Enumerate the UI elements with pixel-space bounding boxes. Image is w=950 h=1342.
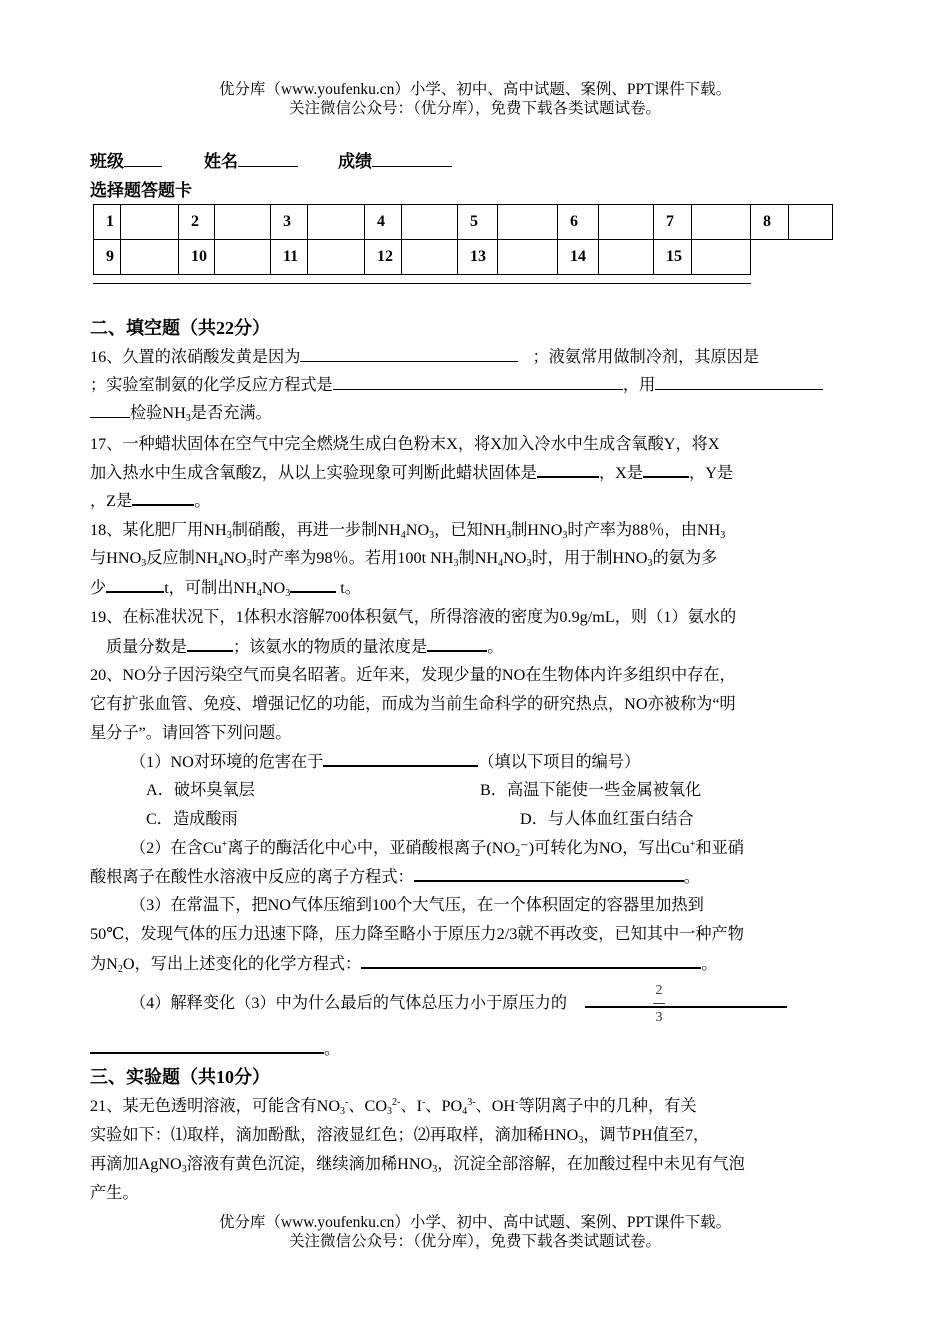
q20-part-3-line-2: 50℃，发现气体的压力迅速下降，压力降至略小于原压力2/3就不再改变，已知其中一种产物 <box>90 925 744 943</box>
q16-line-3: 检验$NH_3$是否充满。 <box>90 399 272 427</box>
q-number-6: 6 <box>558 205 599 240</box>
q20-part-3-line-1: （3）在常温下，把NO气体压缩到100个大气压，在一个体积固定的容器里加热到 <box>130 896 704 914</box>
score-label: 成绩 <box>338 152 372 171</box>
class-label: 班级 <box>90 152 124 171</box>
fraction-numerator: 2 <box>655 983 663 998</box>
q-number-7: 7 <box>654 205 692 240</box>
q17-line-3: ，Z是 。 <box>90 486 210 515</box>
q18-line-1: 18、某化肥厂用$NH_3$制硝酸，再进一步制$NH_4NO_3$，已知$NH_3$制$HNO_3$时产率为88％，由$NH_3$ <box>90 521 726 541</box>
answer-cell[interactable] <box>692 205 751 240</box>
q-number-15: 15 <box>654 240 692 275</box>
header-line-1: 优分库（www.youfenku.cn）小学、初中、高中试题、案例、PPT课件下载。 <box>218 81 732 98</box>
answer-cell[interactable] <box>599 205 654 240</box>
answer-cell[interactable] <box>121 205 179 240</box>
q21-line-2: 实验如下：⑴取样，滴加酚酞，溶液显红色；⑵再取样，滴加稀$HNO_3$，调节PH值至7， <box>90 1126 710 1146</box>
q20-option-a: A．破坏臭氧层 <box>146 781 255 799</box>
header-line-2: 关注微信公众号：（优分库），免费下载各类试题试卷。 <box>288 100 661 117</box>
q17-blank-2[interactable] <box>643 458 689 478</box>
answer-row-2 <box>94 240 833 275</box>
answer-cell[interactable] <box>402 205 458 240</box>
footer-line-1: 优分库（www.youfenku.cn）小学、初中、高中试题、案例、PPT课件下载。 <box>218 1214 732 1231</box>
q20-blank-4[interactable] <box>585 988 787 1008</box>
section-2-title: 二、填空题（共22分） <box>90 318 270 338</box>
q19-line-1: 19、在标准状况下，1体积水溶解700体积氨气，所得溶液的密度为0.9g/mL，则（1）氨水的 <box>90 608 737 626</box>
q-number-3: 3 <box>271 205 308 240</box>
answer-cell[interactable] <box>692 240 751 275</box>
q-number-2: 2 <box>179 205 215 240</box>
fraction-bar <box>653 1003 665 1004</box>
answer-cell[interactable] <box>599 240 654 275</box>
q17-blank-3[interactable] <box>132 486 194 506</box>
q21-line-1: 21、某无色透明溶液，可能含有$NO_3^-$、$CO_3^{2-}$、I-、$PO_4^{3-}$、OH-等阴离子中的几种，有关 <box>90 1097 697 1117</box>
q20-blank-3[interactable] <box>361 949 701 969</box>
q21-line-3: 再滴加AgNO$_3$溶液有黄色沉淀，继续滴加稀$HNO_3$，沉淀全部溶解，在加酸过程中未见有气泡 <box>90 1155 745 1175</box>
student-info <box>90 148 452 176</box>
q16-blank-3[interactable] <box>655 371 823 390</box>
q17-blank-1[interactable] <box>537 458 599 478</box>
q-number-12: 12 <box>365 240 402 275</box>
name-label: 姓名 <box>204 152 238 171</box>
q20-option-c: C．造成酸雨 <box>146 810 238 828</box>
section-3-title: 三、实验题（共10分） <box>90 1067 270 1087</box>
answer-cell[interactable] <box>498 240 558 275</box>
score-blank[interactable] <box>372 148 452 167</box>
answer-cell[interactable] <box>498 205 558 240</box>
answer-cell[interactable] <box>308 240 365 275</box>
q20-blank-1[interactable] <box>323 747 478 767</box>
q16-blank-3b[interactable] <box>90 399 130 418</box>
answer-card-title: 选择题答题卡 <box>90 181 192 200</box>
q20-intro-2: 它有扩张血管、免疫、增强记忆的功能，而成为当前生命科学的研究热点，NO亦被称为“明 <box>90 695 736 713</box>
name-blank[interactable] <box>238 148 298 167</box>
q-number-13: 13 <box>458 240 498 275</box>
q-number-9: 9 <box>94 240 121 275</box>
q20-option-d: D．与人体血红蛋白结合 <box>520 810 694 828</box>
q18-blank-2[interactable] <box>290 573 336 593</box>
q20-part-3-line-3: 为$N_2O$，写出上述变化的化学方程式： 。 <box>90 949 717 978</box>
q16-blank-2[interactable] <box>333 371 623 390</box>
q18-blank-1[interactable] <box>106 573 164 593</box>
answer-cell[interactable] <box>789 205 833 240</box>
q19-blank-2[interactable] <box>427 632 487 652</box>
q20-intro-1: 20、NO分子因污染空气而臭名昭著。近年来，发现少量的NO在生物体内许多组织中存在， <box>90 666 736 684</box>
q16-blank-1[interactable] <box>300 343 518 362</box>
answer-cell[interactable] <box>215 240 271 275</box>
q20-blank-2[interactable] <box>414 862 684 882</box>
q20-intro-3: 星分子”。请回答下列问题。 <box>90 724 292 742</box>
q-number-8: 8 <box>751 205 789 240</box>
q17-line-1: 17、一种蜡状固体在空气中完全燃烧生成白色粉末X，将X加入冷水中生成含氧酸Y，将X <box>90 435 720 453</box>
q20-blank-4b[interactable] <box>90 1034 324 1054</box>
footer-line-2: 关注微信公众号：（优分库），免费下载各类试题试卷。 <box>288 1233 661 1250</box>
q-number-1: 1 <box>94 205 121 240</box>
q-number-5: 5 <box>458 205 498 240</box>
q20-part-2-line-1: （2）在含Cu+离子的酶活化中心中，亚硝酸根离子$(NO_2^-)$可转化为NO，写出Cu+和亚硝 <box>130 839 744 859</box>
q20-part-4: （4）解释变化（3）中为什么最后的气体总压力小于原压力的 <box>130 988 787 1017</box>
q-number-4: 4 <box>365 205 402 240</box>
q20-part-2-line-2: 酸根离子在酸性水溶液中反应的离子方程式： 。 <box>90 862 700 891</box>
q20-part-4-line-2: 。 <box>90 1034 340 1063</box>
q19-line-2: 质量分数是 ；该氨水的物质的量浓度是 。 <box>106 632 503 661</box>
q19-blank-1[interactable] <box>187 632 233 652</box>
q18-line-2: 与$HNO_3$反应制$NH_4NO_3$时产率为98％。若用100t $NH_3$制$NH_4NO_3$时，用于制$HNO_3$的氨为多 <box>90 549 718 569</box>
q-number-10: 10 <box>179 240 215 275</box>
q-number-11: 11 <box>271 240 308 275</box>
answer-cell[interactable] <box>402 240 458 275</box>
q17-line-2: 加入热水中生成含氧酸Z，从以上实验现象可判断此蜡状固体是 ，X是 ，Y是 <box>90 458 733 487</box>
q21-line-4: 产生。 <box>90 1184 139 1202</box>
fraction-denominator: 3 <box>655 1010 663 1025</box>
answer-row-1 <box>94 205 833 240</box>
answer-cell[interactable] <box>308 205 365 240</box>
q20-part-1: （1）NO对环境的危害在于 （填以下项目的编号） <box>130 747 640 776</box>
q-number-14: 14 <box>558 240 599 275</box>
q16-line-1: 16、久置的浓硝酸发黄是因为 ；液氨常用做制冷剂，其原因是 <box>90 343 759 371</box>
q20-option-b: B．高温下能使一些金属被氧化 <box>480 781 702 799</box>
class-blank[interactable] <box>124 148 162 167</box>
answer-card-table <box>93 204 833 275</box>
q16-line-2: ；实验室制氨的化学反应方程式是 ，用 <box>90 371 823 399</box>
q18-line-3: 少 t，可制出$NH_4NO_3$ t。 <box>90 573 361 602</box>
answer-cell[interactable] <box>215 205 271 240</box>
answer-cell[interactable] <box>121 240 179 275</box>
table-bottom-rule <box>93 283 751 284</box>
